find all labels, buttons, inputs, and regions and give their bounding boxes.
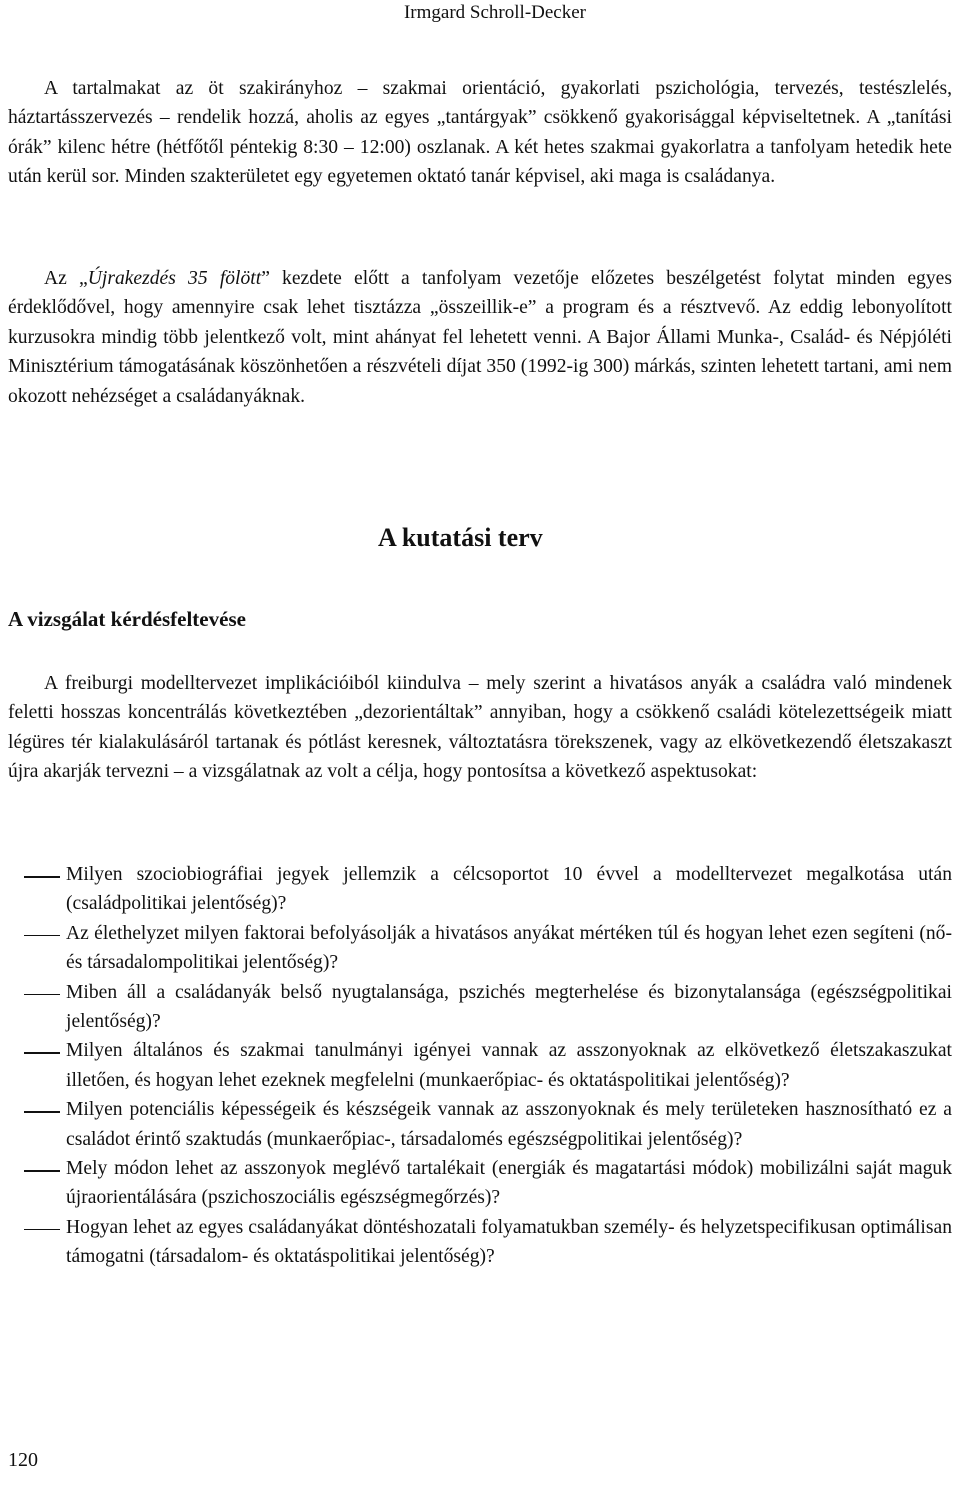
paragraph-research-aim (8, 669, 952, 787)
paragraph-text-rest: ” kezdete előtt a tanfolyam vezetője előzetes beszélgetést folytat minden egyes érdeklődővel, hogy amennyire csak lehet tisztázza „összeillik-e” a program és a résztvevő. Az eddig lebonyolított kurzusokra mindig több jelentkező volt, mint ahányat fel lehetett venni. A Bajor Állami Munka-, Család- és Népjóléti Minisztérium támogatásának köszönhetően a részvételi díjat 350 (1992-ig 300) márkás, szinten lehetett tartani, ami nem okozott nehézséget a családanyáknak. (8, 268, 952, 407)
list-item-text: Az élethelyzet milyen faktorai befolyásolják a hivatásos anyákat mértéken túl és hogyan lehet ezen segíteni (nő- és társadalompolitikai jelentőség)? (66, 922, 952, 974)
list-item (8, 860, 952, 919)
list-item-text: Milyen szociobiográfiai jegyek jellemzik a célcsoportot 10 évvel a modelltervezet megalkotása után (családpolitikai jelentőség)? (66, 864, 952, 915)
research-questions-list (8, 860, 952, 1272)
list-item (8, 1154, 952, 1213)
list-item (8, 1095, 952, 1154)
course-title-italic: Újrakezdés 35 fölött (87, 268, 262, 289)
paragraph-interview (8, 264, 952, 411)
list-item-text: Hogyan lehet az egyes családanyákat döntéshozatali folyamatukban személy- és helyzetspecifikusan optimálisan támogatni (társadalom- és oktatáspolitikai jelentőség)? (66, 1216, 952, 1268)
list-item (8, 1036, 952, 1095)
list-item-text: Milyen általános és szakmai tanulmányi igényei vannak az asszonyoknak az elkövetkező életszakaszukat illetően, és hogyan lehet ezeknek megfelelni (munkaerőpiac- és oktatáspolitikai jelentőség)? (66, 1040, 952, 1091)
paragraph-text: A tartalmakat az öt szakirányhoz – szakmai orientáció, gyakorlati pszichológia, tervezés, testészlelés, háztartásszervezés – rendelik hozzá, aholis az egyes „tantárgyak” csökkenő gyakorisággal képviseltetnek. A „tanítási órák” kilenc hétre (hétfőtől péntekig 8:30 – 12:00) oszlanak. A két hetes szakmai gyakorlatra a tanfolyam hetedik hete után kerül sor. Minden szakterületet egy egyetemen oktató tanár képvisel, aki maga is családanya. (8, 78, 952, 188)
list-item (8, 919, 952, 978)
page-number: 120 (8, 1449, 38, 1471)
list-item (8, 1213, 952, 1272)
paragraph-text: A freiburgi modelltervezet implikációiból kiindulva – mely szerint a hivatásos anyák a családra való mindenek feletti hosszas koncentrálás következtében „dezorientáltak” annyiban, hogy a csökkenő családi kötelezettségeik miatt légüres tér kialakulásáról tartanak és pótlást keresnek, változtatásra törekszenek, vagy az elkövetkezendő életszakaszt újra akarják tervezni – a vizsgálatnak az volt a célja, hogy pontosítsa a következő aspektusokat: (8, 673, 952, 783)
list-item-text: Miben áll a családanyák belső nyugtalansága, pszichés megterhelése és bizonytalansága (egészségpolitikai jelentőség)? (66, 981, 952, 1033)
section-title: A kutatási terv (378, 523, 543, 552)
paragraph-text-start: Az „ (44, 268, 88, 289)
list-item-text: Mely módon lehet az asszonyok meglévő tartalékait (energiák és magatartási módok) mobilizálni saját maguk újraorientálására (pszichoszociális egészségmegőrzés)? (66, 1158, 952, 1209)
paragraph-content-areas (8, 74, 952, 192)
list-item (8, 978, 952, 1037)
list-item-text: Milyen potenciális képességeik és készségeik vannak az asszonyoknak és mely területeken hasznosítható ez a családot érintő szaktudás (munkaerőpiac-, társadalomés egészségpolitikai jelentőség)? (66, 1099, 952, 1150)
subsection-title: A vizsgálat kérdésfeltevése (8, 607, 246, 631)
running-head: Irmgard Schroll-Decker (403, 2, 586, 23)
